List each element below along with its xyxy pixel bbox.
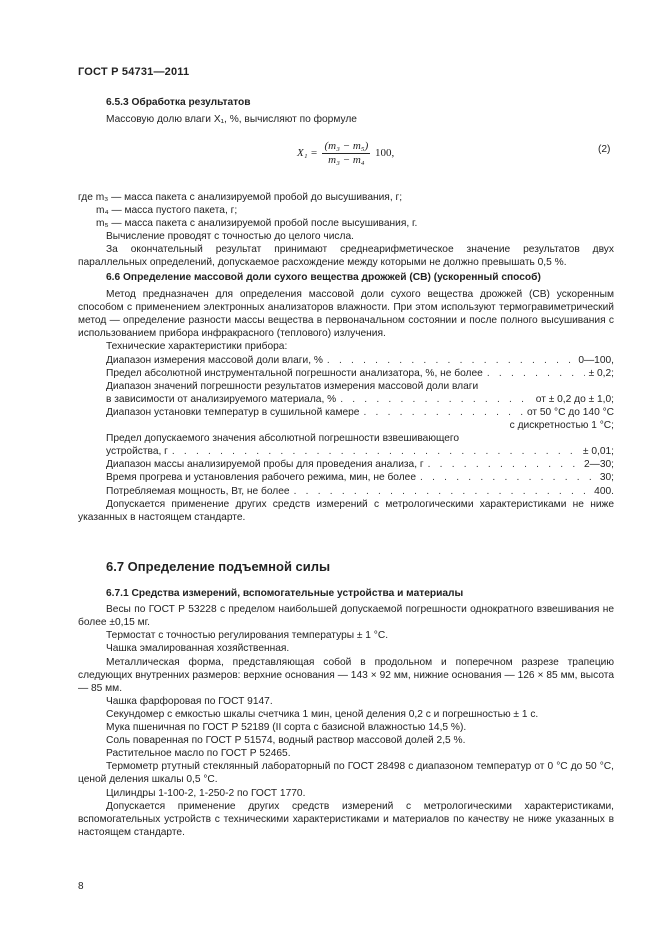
section-heading: 6.6 Определение массовой доли сухого вещества дрожжей (СВ) (ускоренный способ) xyxy=(106,272,541,283)
list-item: Чашка эмалированная хозяйственная. xyxy=(106,643,290,655)
list-item: Допускается применение других средств измерений с метрологическими характеристиками, вспомогательных устройств с техническими характеристиками и материалов по качеству не ниже указанных в настоящем стандарте. xyxy=(78,800,614,838)
specs-title: Технические характеристики прибора: xyxy=(106,341,288,353)
list-item: Металлическая форма, представляющая собой в продольном и поперечном разрезе трапецию следующих внутренних размеров: верхние основания — 143 × 92 мм, нижние основания — 126 × 85 мм, высота — 85 мм. xyxy=(78,656,614,694)
subsection-heading: 6.7.1 Средства измерений, вспомогательные устройства и материалы xyxy=(106,588,464,600)
spec-label: Время прогрева и установления рабочего режима, мин, не более xyxy=(106,472,417,484)
spec-value: ± 0,2; xyxy=(588,367,614,379)
spec-value: ± 0,01; xyxy=(582,446,614,458)
spec-row xyxy=(78,485,614,498)
formula-fraction xyxy=(322,140,370,167)
spec-row xyxy=(78,458,614,471)
spec-label: Диапазон массы анализируемой пробы для проведения анализа, г xyxy=(106,459,424,471)
spec-label: Диапазон установки температур в сушильной камере xyxy=(106,406,360,418)
spec-value: 400. xyxy=(594,485,614,497)
legend-line: где m₃ — масса пакета с анализируемой пробой до высушивания, г; xyxy=(78,192,403,203)
spec-label: в зависимости от анализируемого материала, % xyxy=(106,393,337,405)
spec-value: 2—30; xyxy=(583,459,614,471)
section-6-7 xyxy=(78,560,614,839)
spec-row xyxy=(78,406,614,419)
spec-label: Предел абсолютной инструментальной погрешности анализатора, %, не более xyxy=(106,367,483,379)
formula-tail: 100, xyxy=(375,147,395,160)
leader-dots xyxy=(428,458,580,471)
list-item: Мука пшеничная по ГОСТ Р 52189 (II сорта с базисной влажностью 14,5 %). xyxy=(106,722,467,734)
formula-denominator: m₃ − m₄ xyxy=(328,154,365,167)
list-item: Цилиндры 1-100-2, 1-250-2 по ГОСТ 1770. xyxy=(106,787,306,799)
section-heading: 6.7 Определение подъемной силы xyxy=(106,559,331,574)
spec-value: 0—100, xyxy=(578,354,614,366)
paragraph: За окончательный результат принимают среднеарифметическое значение результатов двух параллельных определений, допускаемое расхождение между которыми не должно превышать 0,5 %. xyxy=(78,244,614,269)
list-item: Соль поваренная по ГОСТ Р 51574, водный раствор массовой долей 2,5 %. xyxy=(106,735,466,747)
spec-row xyxy=(78,471,614,484)
section-heading: 6.5.3 Обработка результатов xyxy=(106,97,251,108)
list-item: Чашка фарфоровая по ГОСТ 9147. xyxy=(106,695,273,707)
list-item: Термостат с точностью регулирования температуры ± 1 °С. xyxy=(106,630,389,642)
legend-line: m₅ — масса пакета с анализируемой пробой после высушивания, г. xyxy=(96,218,418,230)
spec-value: 30; xyxy=(599,472,614,484)
paragraph: Массовую долю влаги X₁, %, вычисляют по формуле xyxy=(106,114,357,126)
leader-dots xyxy=(487,367,585,380)
section-6-6 xyxy=(78,271,614,524)
leader-dots xyxy=(172,445,579,458)
paragraph: Допускается применение других средств измерений с метрологическими характеристиками не ниже указанных в настоящем стандарте. xyxy=(78,498,614,523)
spec-value: от ± 0,2 до ± 1,0; xyxy=(535,393,614,405)
spec-row xyxy=(78,393,614,406)
list-item: Растительное масло по ГОСТ Р 52465. xyxy=(106,748,291,760)
formula xyxy=(297,140,394,167)
paragraph: Вычисление проводят с точностью до целого числа. xyxy=(106,231,354,243)
legend-line: m₄ — масса пустого пакета, г; xyxy=(96,205,238,217)
leader-dots xyxy=(420,471,596,484)
formula-legend xyxy=(78,191,614,270)
document-header: ГОСТ Р 54731—2011 xyxy=(78,66,190,78)
leader-dots xyxy=(327,354,574,367)
list-item: Секундомер с емкостью шкалы счетчика 1 мин, ценой деления 0,2 с и погрешностью ± 1 с. xyxy=(106,708,539,720)
spec-row xyxy=(78,354,614,367)
spec-line: Диапазон значений погрешности результатов измерения массовой доли влаги xyxy=(106,380,479,392)
spec-label: устройства, г xyxy=(106,446,168,458)
spec-line: Предел допускаемого значения абсолютной погрешности взвешивающего xyxy=(106,433,460,445)
formula-numerator: (m₃ − m₅) xyxy=(322,140,370,154)
spec-value: с дискретностью 1 °С; xyxy=(509,420,614,432)
list-item: Весы по ГОСТ Р 53228 с пределом наибольшей допускаемой погрешности однократного взвешивания не более ±0,15 мг. xyxy=(78,604,614,629)
spec-label: Диапазон измерения массовой доли влаги, % xyxy=(106,354,323,366)
equipment-list xyxy=(78,603,614,839)
spec-row xyxy=(78,445,614,458)
spec-row xyxy=(78,367,614,380)
spec-value: от 50 °С до 140 °С xyxy=(526,406,614,418)
leader-dots xyxy=(340,393,532,406)
leader-dots xyxy=(363,406,522,419)
spec-label: Потребляемая мощность, Вт, не более xyxy=(106,485,290,497)
list-item: Термометр ртутный стеклянный лабораторный по ГОСТ 28498 с диапазоном температур от 0 °С до 50 °С, ценой деления шкалы 0,5 °С. xyxy=(78,761,614,786)
section-6-5-3 xyxy=(78,96,614,126)
leader-dots xyxy=(294,485,591,498)
page-number: 8 xyxy=(78,881,84,892)
formula-number: (2) xyxy=(598,144,611,155)
paragraph: Метод предназначен для определения массовой доли сухого вещества дрожжей (СВ) ускоренным способом с применением электронных анализаторов влажности. При этом используют термогравиметрический метод — определение разности массы вещества в первоначальном состоянии и после полного высушивания с использованием прибора инфракрасного (теплового) излучения. xyxy=(78,289,614,340)
formula-lhs: X₁ = xyxy=(297,147,318,160)
